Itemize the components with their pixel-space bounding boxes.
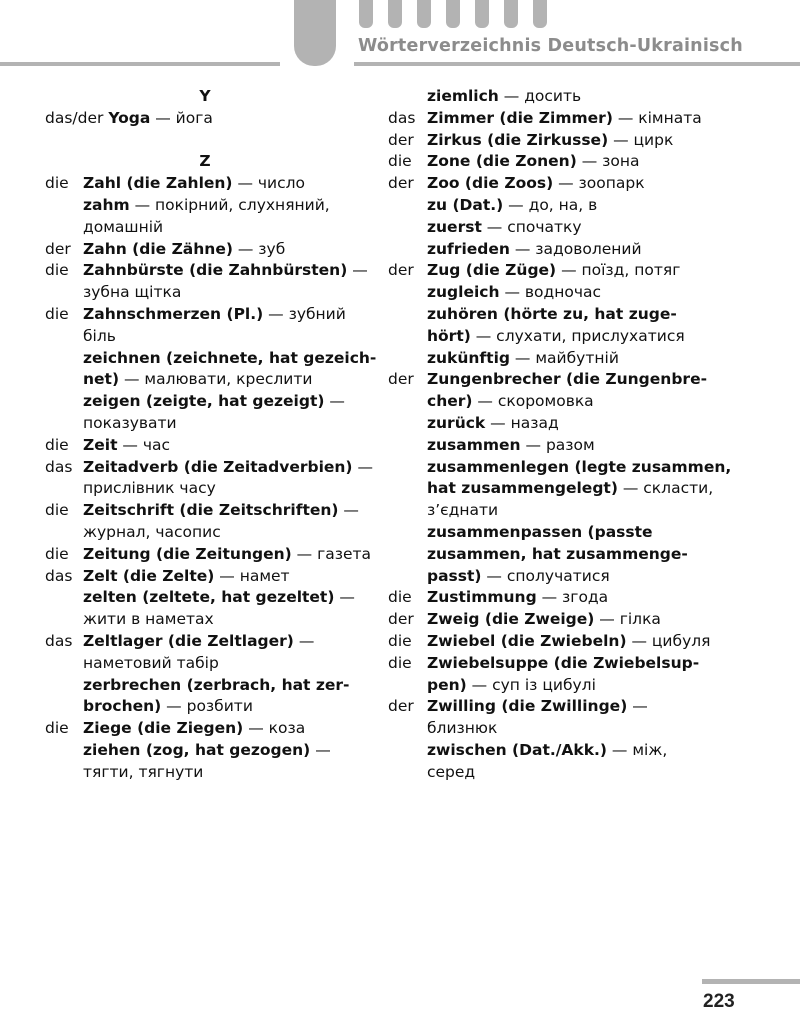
headword: zu (Dat.) [427, 195, 504, 214]
article: der [388, 130, 414, 149]
spacer [45, 130, 365, 152]
translation: — зубний [263, 304, 346, 323]
translation: — цирк [608, 130, 674, 149]
translation: — зона [576, 152, 640, 171]
entry-line [45, 653, 365, 675]
entry-text [83, 522, 221, 544]
headword: Zwiebelsuppe (die Zwiebelsup- [427, 653, 700, 672]
translation: — час [117, 435, 171, 454]
article: die [388, 631, 412, 650]
entry-line [388, 326, 728, 348]
left-column [45, 86, 377, 784]
headword: Zahnschmerzen (Pl.) [83, 304, 264, 323]
translation: — число [232, 174, 306, 193]
entry-line [45, 282, 365, 304]
translation: — задоволений [509, 239, 642, 258]
translation: серед [427, 762, 476, 781]
entry-line [388, 239, 728, 261]
header-bar-7 [533, 0, 547, 28]
entry-line [388, 348, 728, 370]
entry-line [45, 762, 365, 784]
translation: — коза [243, 719, 306, 738]
translation: — покірний, слухняний, [129, 195, 330, 214]
entry-line [388, 217, 728, 239]
entry-line [45, 587, 365, 609]
entry-line [45, 239, 365, 261]
article: das [45, 457, 73, 476]
entry-line [45, 566, 365, 588]
headword: Zwilling (die Zwillinge) [427, 697, 628, 716]
entry-line [388, 544, 728, 566]
article: die [45, 174, 69, 193]
headword: zelten (zeltete, hat gezeltet) [83, 588, 335, 607]
translation: тягти, тягнути [83, 762, 204, 781]
translation: das/der [45, 108, 109, 127]
translation: біль [83, 326, 116, 345]
entry-line [388, 282, 728, 304]
headword: Zahl (die Zahlen) [83, 174, 233, 193]
translation: — [324, 392, 345, 411]
headword: hört) [427, 326, 471, 345]
entry-line [388, 631, 728, 653]
entry-line [45, 544, 372, 566]
entry-line [45, 304, 365, 326]
entry-text [427, 522, 653, 544]
headword: Zeitadverb (die Zeitadverbien) [83, 457, 353, 476]
translation: — водночас [499, 283, 601, 302]
headword: Zahn (die Zähne) [83, 239, 233, 258]
translation: жити в наметах [83, 610, 214, 629]
entry-line [388, 86, 728, 108]
entry-line [45, 457, 373, 479]
entry-text [427, 348, 619, 370]
header-tab [294, 0, 336, 66]
headword: ziehen (zog, hat gezogen) [83, 740, 311, 759]
headword: Zweig (die Zweige) [427, 610, 595, 629]
entry-text [427, 500, 498, 522]
entry-text [83, 631, 314, 653]
entry-text [427, 457, 731, 479]
headword: Zeitschrift (die Zeitschriften) [83, 501, 339, 520]
headword: zuerst [427, 217, 482, 236]
entry-line [388, 457, 732, 479]
entry-line [45, 217, 365, 239]
entry-text [427, 369, 707, 391]
entry-line [45, 522, 365, 544]
entry-line [45, 435, 365, 457]
headword: zusammen [427, 435, 521, 454]
article: die [388, 653, 412, 672]
entry-text [83, 195, 330, 217]
headword: Zug (die Züge) [427, 261, 557, 280]
headword: Yoga [108, 108, 151, 127]
entry-line [388, 108, 728, 130]
entry-line [388, 675, 728, 697]
translation: — назад [485, 413, 559, 432]
translation: — кімната [612, 108, 702, 127]
translation: — згода [536, 588, 609, 607]
entry-text [427, 478, 713, 500]
entry-text [427, 587, 608, 609]
entry-line [45, 478, 365, 500]
entry-text [45, 108, 213, 130]
entry-text [83, 348, 376, 370]
headword: Zahnbürste (die Zahnbürsten) [83, 261, 348, 280]
translation: — зуб [232, 239, 286, 258]
translation: — зоопарк [553, 174, 645, 193]
entry-text [83, 478, 216, 500]
entry-text [427, 195, 597, 217]
translation: — скоромовка [472, 392, 594, 411]
translation: — разом [520, 435, 595, 454]
article: das [388, 108, 416, 127]
entry-line [45, 696, 365, 718]
headword: zukünftig [427, 348, 510, 367]
entry-line [45, 740, 365, 762]
headword: zurück [427, 413, 486, 432]
entry-line [388, 609, 728, 631]
entry-line [388, 391, 728, 413]
entry-line [388, 130, 728, 152]
entry-text [83, 609, 214, 631]
article: der [388, 261, 414, 280]
entry-text [83, 696, 253, 718]
entry-text [427, 631, 710, 653]
translation: — намет [214, 566, 290, 585]
entry-line [388, 369, 728, 391]
entry-line [45, 675, 365, 697]
header-rule-left [0, 62, 280, 66]
entry-line [388, 740, 728, 762]
entry-text [83, 435, 170, 457]
entry-text [427, 391, 594, 413]
translation: — малювати, креслити [119, 370, 313, 389]
entry-text [427, 173, 645, 195]
entry-line [45, 195, 365, 217]
article: die [45, 304, 69, 323]
entry-text [83, 653, 219, 675]
headword: Ziege (die Ziegen) [83, 719, 244, 738]
entry-text [83, 260, 368, 282]
translation: — [338, 501, 359, 520]
entry-line [388, 566, 728, 588]
entry-text [83, 762, 203, 784]
entry-text [83, 718, 305, 740]
translation: журнал, часопис [83, 522, 221, 541]
translation: близнюк [427, 719, 498, 738]
entry-text [83, 239, 285, 261]
translation: — гілка [594, 610, 661, 629]
translation: — поїзд, потяг [556, 261, 681, 280]
header-rule-right [354, 62, 800, 66]
header-bar-1 [359, 0, 373, 28]
translation: — газета [291, 544, 372, 563]
headword: zusammenlegen (legte zusammen, [427, 457, 732, 476]
entry-text [427, 413, 559, 435]
entry-text [83, 587, 355, 609]
entry-text [427, 217, 582, 239]
translation: — спочатку [481, 217, 582, 236]
page-header-title: Wörterverzeichnis Deutsch-Ukrainisch [358, 36, 743, 56]
entry-text [83, 740, 331, 762]
letter-heading: Z [199, 152, 211, 171]
translation: — до, на, в [503, 195, 598, 214]
headword: zugleich [427, 283, 500, 302]
entry-text [427, 239, 642, 261]
article: die [45, 435, 69, 454]
translation: — [334, 588, 355, 607]
translation: з’єднати [427, 501, 499, 520]
headword: Zirkus (die Zirkusse) [427, 130, 609, 149]
article: die [388, 152, 412, 171]
headword: cher) [427, 392, 473, 411]
headword: zusammenpassen (passte [427, 522, 653, 541]
translation: — [293, 631, 315, 650]
translation: показувати [83, 413, 177, 432]
translation: — розбити [161, 697, 253, 716]
entry-line [388, 522, 728, 544]
article: die [45, 544, 69, 563]
entry-line [388, 195, 728, 217]
translation: — слухати, прислухатися [470, 326, 685, 345]
entry-text [83, 675, 349, 697]
entry-text [427, 718, 497, 740]
entry-line [45, 108, 365, 130]
footer-rule [702, 979, 800, 984]
headword: zwischen (Dat./Akk.) [427, 740, 607, 759]
entry-line [388, 151, 728, 173]
entry-text [83, 173, 305, 195]
entry-text [83, 326, 116, 348]
page-number: 223 [703, 991, 735, 1012]
entry-text [427, 260, 680, 282]
article: der [388, 174, 414, 193]
translation: — йога [150, 108, 213, 127]
headword: zufrieden [427, 239, 510, 258]
entry-line [45, 348, 377, 370]
header-bar-4 [446, 0, 460, 28]
headword: zerbrechen (zerbrach, hat zer- [83, 675, 350, 694]
entry-line [45, 173, 365, 195]
translation: — [352, 457, 373, 476]
entry-text [427, 326, 685, 348]
entry-line [388, 587, 728, 609]
article: der [388, 370, 414, 389]
headword: Zimmer (die Zimmer) [427, 108, 613, 127]
entry-text [83, 217, 163, 239]
entry-text [83, 500, 359, 522]
headword: Zeltlager (die Zeltlager) [83, 631, 294, 650]
article: der [388, 697, 414, 716]
translation: — [347, 261, 368, 280]
letter-heading: Y [199, 87, 211, 105]
entry-text [83, 282, 181, 304]
headword: hat zusammengelegt) [427, 479, 618, 498]
entry-text [83, 457, 373, 479]
headword: zeigen (zeigte, hat gezeigt) [83, 392, 325, 411]
entry-text [427, 282, 601, 304]
headword: Zustimmung [427, 588, 537, 607]
translation: — [627, 697, 648, 716]
entry-text [427, 566, 610, 588]
entry-line [388, 304, 728, 326]
entry-line [45, 326, 365, 348]
headword: Zelt (die Zelte) [83, 566, 215, 585]
header-bar-3 [417, 0, 431, 28]
headword: zeichnen (zeichnete, hat gezeich- [83, 348, 377, 367]
headword: ziemlich [427, 87, 499, 105]
entry-line [45, 413, 365, 435]
headword: Zwiebel (die Zwiebeln) [427, 631, 627, 650]
headword: net) [83, 370, 120, 389]
entry-line [388, 762, 728, 784]
translation: — цибуля [626, 631, 711, 650]
entry-line [388, 478, 728, 500]
entry-line [388, 260, 728, 282]
entry-text [427, 130, 673, 152]
header-bar-5 [475, 0, 489, 28]
entry-text [427, 86, 581, 108]
headword: brochen) [83, 697, 162, 716]
headword: zuhören (hörte zu, hat zuge- [427, 304, 677, 323]
entry-line [45, 631, 365, 653]
translation: — досить [498, 87, 582, 105]
entry-line [388, 413, 728, 435]
entry-line [45, 718, 365, 740]
entry-text [83, 566, 290, 588]
headword: Zone (die Zonen) [427, 152, 577, 171]
headword: Zoo (die Zoos) [427, 174, 554, 193]
entry-text [427, 435, 595, 457]
entry-text [427, 108, 702, 130]
translation: — між, [607, 740, 668, 759]
entry-text [427, 740, 667, 762]
entry-text [427, 151, 640, 173]
entry-line [45, 609, 365, 631]
article: das [45, 566, 73, 585]
article: die [45, 501, 69, 520]
article: die [45, 719, 69, 738]
entry-text [83, 413, 177, 435]
entry-line [45, 369, 365, 391]
entry-text [427, 675, 596, 697]
translation: — [310, 740, 331, 759]
header-bar-6 [504, 0, 518, 28]
headword: Zeitung (die Zeitungen) [83, 544, 292, 563]
article: die [45, 261, 69, 280]
translation: — майбутній [510, 348, 619, 367]
entry-line [388, 653, 728, 675]
article: die [388, 588, 412, 607]
entry-line [388, 435, 728, 457]
entry-line [388, 173, 728, 195]
translation: домашній [83, 217, 164, 236]
entry-text [427, 544, 688, 566]
entry-text [83, 369, 312, 391]
right-column [388, 86, 732, 784]
entry-text [427, 609, 661, 631]
headword: passt) [427, 566, 482, 585]
headword: zahm [83, 195, 130, 214]
article: der [45, 239, 71, 258]
entry-line [388, 718, 728, 740]
entry-text [83, 391, 345, 413]
entry-line [388, 500, 728, 522]
translation: зубна щітка [83, 283, 182, 302]
article: der [388, 610, 414, 629]
entry-line [388, 696, 728, 718]
headword: Zungenbrecher (die Zungenbre- [427, 370, 708, 389]
entry-text [83, 544, 371, 566]
entry-text [427, 653, 699, 675]
entry-text [427, 696, 648, 718]
translation: — сполучатися [481, 566, 610, 585]
translation: — суп із цибулі [466, 675, 596, 694]
headword: Zeit [83, 435, 118, 454]
entry-line [45, 260, 368, 282]
translation: наметовий табір [83, 653, 219, 672]
translation: — скласти, [617, 479, 714, 498]
article: das [45, 631, 73, 650]
entry-text [83, 304, 346, 326]
headword: pen) [427, 675, 467, 694]
entry-line [45, 500, 365, 522]
entry-text [427, 304, 677, 326]
entry-text [427, 762, 475, 784]
translation: прислівник часу [83, 479, 216, 498]
headword: zusammen, hat zusammenge- [427, 544, 688, 563]
entry-line [45, 391, 365, 413]
header-bar-2 [388, 0, 402, 28]
